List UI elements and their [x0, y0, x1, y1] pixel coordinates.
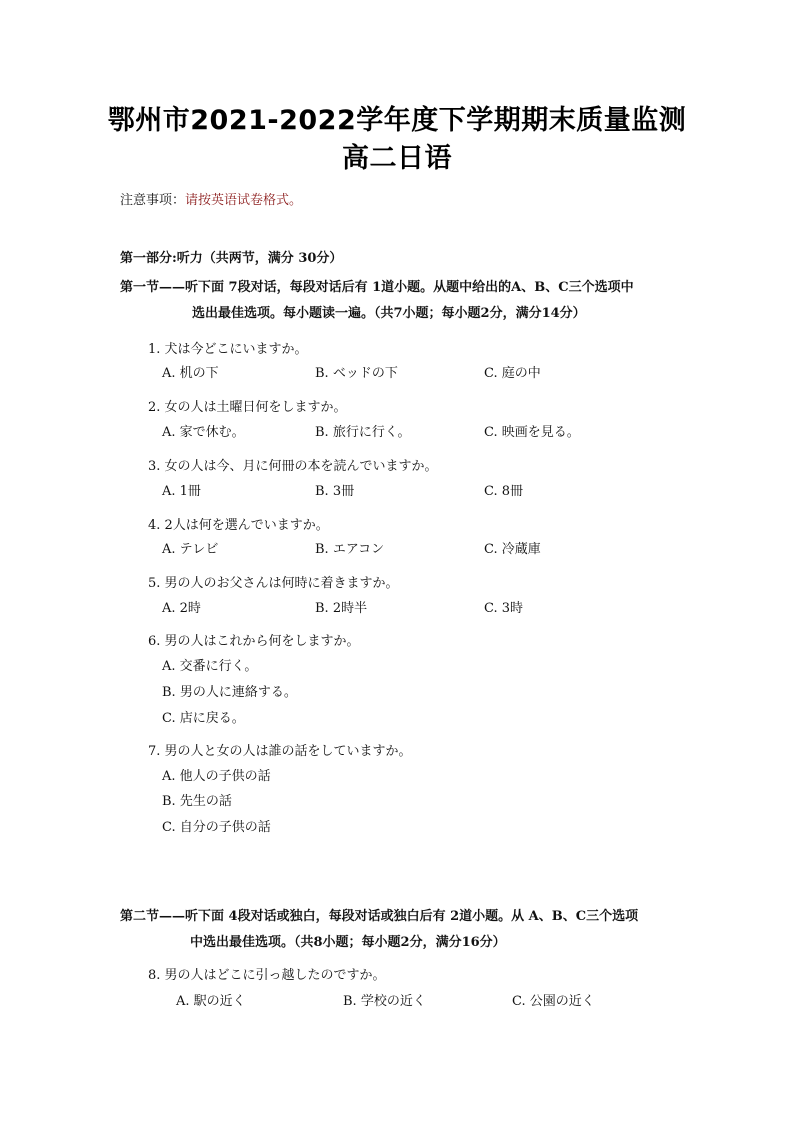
q1-option-b: B. ベッドの下: [315, 366, 398, 381]
question-7: 7. 男の人と女の人は誰の話をしていますか。: [148, 744, 412, 759]
q6-option-a: A. 交番に行く。: [162, 659, 258, 674]
q8-option-b: B. 学校の近く: [343, 994, 426, 1009]
q6-option-c: C. 店に戻る。: [162, 711, 245, 726]
q3-option-c: C. 8冊: [484, 484, 524, 499]
question-1: 1. 犬は今どこにいますか。: [148, 342, 308, 357]
q7-option-a: A. 他人の子供の話: [162, 769, 271, 784]
notice: [120, 189, 302, 208]
q8-option-a: A. 駅の近く: [176, 994, 246, 1009]
notice-label: 注意事项：: [120, 193, 186, 208]
q1-option-c: C. 庭の中: [484, 366, 541, 381]
q1-option-a: A. 机の下: [162, 366, 219, 381]
notice-text: 请按英语试卷格式。: [185, 193, 303, 208]
question-5: 5. 男の人のお父さんは何時に着きますか。: [148, 576, 399, 591]
q4-option-a: A. テレビ: [162, 542, 219, 557]
question-2: 2. 女の人は土曜日何をしますか。: [148, 400, 347, 415]
section1-instruction-line1: 第一节——听下面 7段对话，每段对话后有 1道小题。从题中给出的A、B、C三个选项中: [120, 280, 634, 295]
q3-option-a: A. 1冊: [162, 484, 201, 499]
q4-option-c: C. 冷蔵庫: [484, 542, 541, 557]
q8-option-c: C. 公園の近く: [512, 994, 595, 1009]
q5-option-b: B. 2時半: [315, 601, 368, 616]
q5-option-a: A. 2時: [162, 601, 201, 616]
q2-option-b: B. 旅行に行く。: [315, 425, 411, 440]
section1-instruction-line2: 选出最佳选项。每小题读一遍。（共7小题；每小题2分，满分14分）: [192, 306, 586, 321]
q2-option-a: A. 家で休む。: [162, 425, 245, 440]
q2-option-c: C. 映画を見る。: [484, 425, 580, 440]
q4-option-b: B. エアコン: [315, 542, 385, 557]
question-8: 8. 男の人はどこに引っ越したのですか。: [148, 968, 386, 983]
question-3: 3. 女の人は今、月に何冊の本を読んでいますか。: [148, 459, 438, 474]
q7-option-b: B. 先生の話: [162, 794, 232, 809]
question-4: 4. 2人は何を選んでいますか。: [148, 518, 329, 533]
question-6: 6. 男の人はこれから何をしますか。: [148, 634, 360, 649]
q3-option-b: B. 3冊: [315, 484, 355, 499]
section2-instruction-line1: 第二节——听下面 4段对话或独白，每段对话或独白后有 2道小题。从 A、B、C三个选项: [120, 909, 639, 924]
q5-option-c: C. 3時: [484, 601, 524, 616]
exam-subtitle: 高二日语: [342, 143, 452, 174]
q6-option-b: B. 男の人に連絡する。: [162, 685, 297, 700]
part1-header: 第一部分:听力（共两节，满分 30分）: [120, 251, 343, 266]
section2-instruction-line2: 中选出最佳选项。（共8小题；每小题2分，满分16分）: [190, 935, 506, 950]
exam-title: 鄂州市2021-2022学年度下学期期末质量监测: [107, 105, 687, 136]
q7-option-c: C. 自分の子供の話: [162, 820, 271, 835]
